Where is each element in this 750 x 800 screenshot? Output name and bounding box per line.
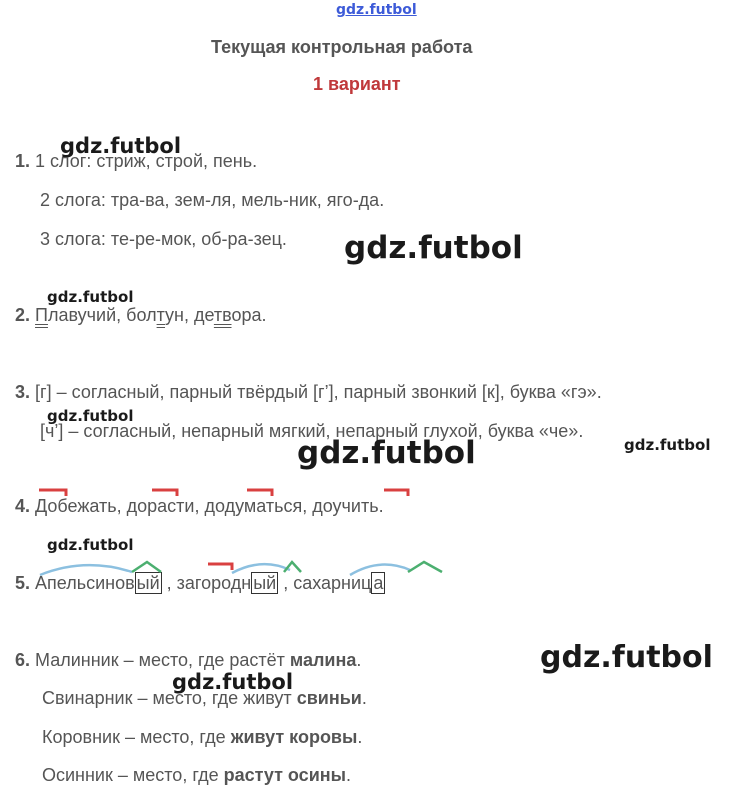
- watermark: gdz.futbol: [344, 230, 523, 266]
- task-number: 4.: [15, 496, 31, 516]
- task-6-line-1: [15, 650, 361, 671]
- page-title: Текущая контрольная работа: [211, 37, 473, 57]
- task-number: 5.: [15, 573, 31, 593]
- root-arc: [232, 564, 290, 573]
- task-1-line-3: 3 слога: те-ре-мок, об-ра-зец.: [40, 229, 287, 249]
- separator: ,: [278, 573, 294, 593]
- watermark: gdz.futbol: [624, 436, 711, 454]
- prefix-mark: [152, 490, 177, 496]
- task-6-line-4: [42, 765, 351, 786]
- word-stem: сахарниц: [293, 573, 372, 593]
- task-text: Добежать, дорасти, додуматься, доучить.: [35, 496, 384, 516]
- bold-word: живут коровы: [230, 727, 358, 747]
- underlined-letter: тв: [213, 305, 232, 325]
- task-text: .: [356, 650, 362, 670]
- task-text: Осинник – место, где: [42, 765, 224, 785]
- watermark-top: gdz.futbol: [336, 2, 417, 18]
- watermark: gdz.futbol: [297, 435, 476, 471]
- task-text: [г] – согласный, парный твёрдый [г’], парный звонкий [к], буква «гэ».: [35, 382, 602, 402]
- task-text: Коровник – место, где: [42, 727, 231, 747]
- task-text: .: [357, 727, 363, 747]
- watermark: gdz.futbol: [47, 407, 134, 425]
- underlined-letter: т: [156, 305, 166, 325]
- task-text: Свинарник – место, где живут: [42, 688, 297, 708]
- bold-word: малина: [289, 650, 357, 670]
- bold-word: растут осины: [223, 765, 346, 785]
- prefix-mark: [208, 564, 232, 570]
- task-6-line-2: [42, 688, 367, 709]
- word-stem: загородн: [176, 573, 252, 593]
- root-arc: [40, 565, 132, 575]
- word-ending: ый: [136, 573, 160, 593]
- task-number: 3.: [15, 382, 31, 402]
- task-number: 6.: [15, 650, 31, 670]
- watermark: gdz.futbol: [47, 288, 134, 306]
- word-stem: Апельсинов: [35, 573, 135, 593]
- word-ending: ый: [253, 573, 277, 593]
- task-number: 2.: [15, 305, 31, 325]
- prefix-mark: [39, 490, 66, 496]
- suffix-mark: [408, 562, 442, 572]
- watermark: gdz.futbol: [60, 134, 182, 158]
- task-text: .: [361, 688, 367, 708]
- task-text: .: [346, 765, 352, 785]
- separator: ,: [161, 573, 177, 593]
- watermark: gdz.futbol: [172, 670, 294, 694]
- suffix-mark: [132, 562, 161, 572]
- task-number: 1.: [15, 151, 31, 171]
- task-text: ун, де: [165, 305, 214, 325]
- bold-word: свиньи: [296, 688, 362, 708]
- watermark: gdz.futbol: [47, 536, 134, 554]
- root-arc: [350, 565, 410, 575]
- suffix-mark: [284, 562, 301, 572]
- watermark: gdz.futbol: [540, 640, 713, 675]
- task-1-line-2: 2 слога: тра-ва, зем-ля, мель-ник, яго-да.: [40, 190, 385, 210]
- underlined-letter: П: [35, 305, 48, 325]
- prefix-mark: [247, 490, 272, 496]
- task-text: Малинник – место, где растёт: [35, 650, 290, 670]
- task-text: ора.: [231, 305, 267, 325]
- prefix-mark: [384, 490, 408, 496]
- variant-label: 1 вариант: [313, 74, 401, 94]
- task-3-line-2: [ч’] – согласный, непарный мягкий, непарный глухой, буква «че».: [40, 421, 584, 441]
- task-text: лавучий, бол: [47, 305, 157, 325]
- word-ending: а: [373, 573, 384, 593]
- task-6-line-3: [42, 727, 362, 748]
- task-text: 1 слог: стриж, строй, пень.: [35, 151, 258, 171]
